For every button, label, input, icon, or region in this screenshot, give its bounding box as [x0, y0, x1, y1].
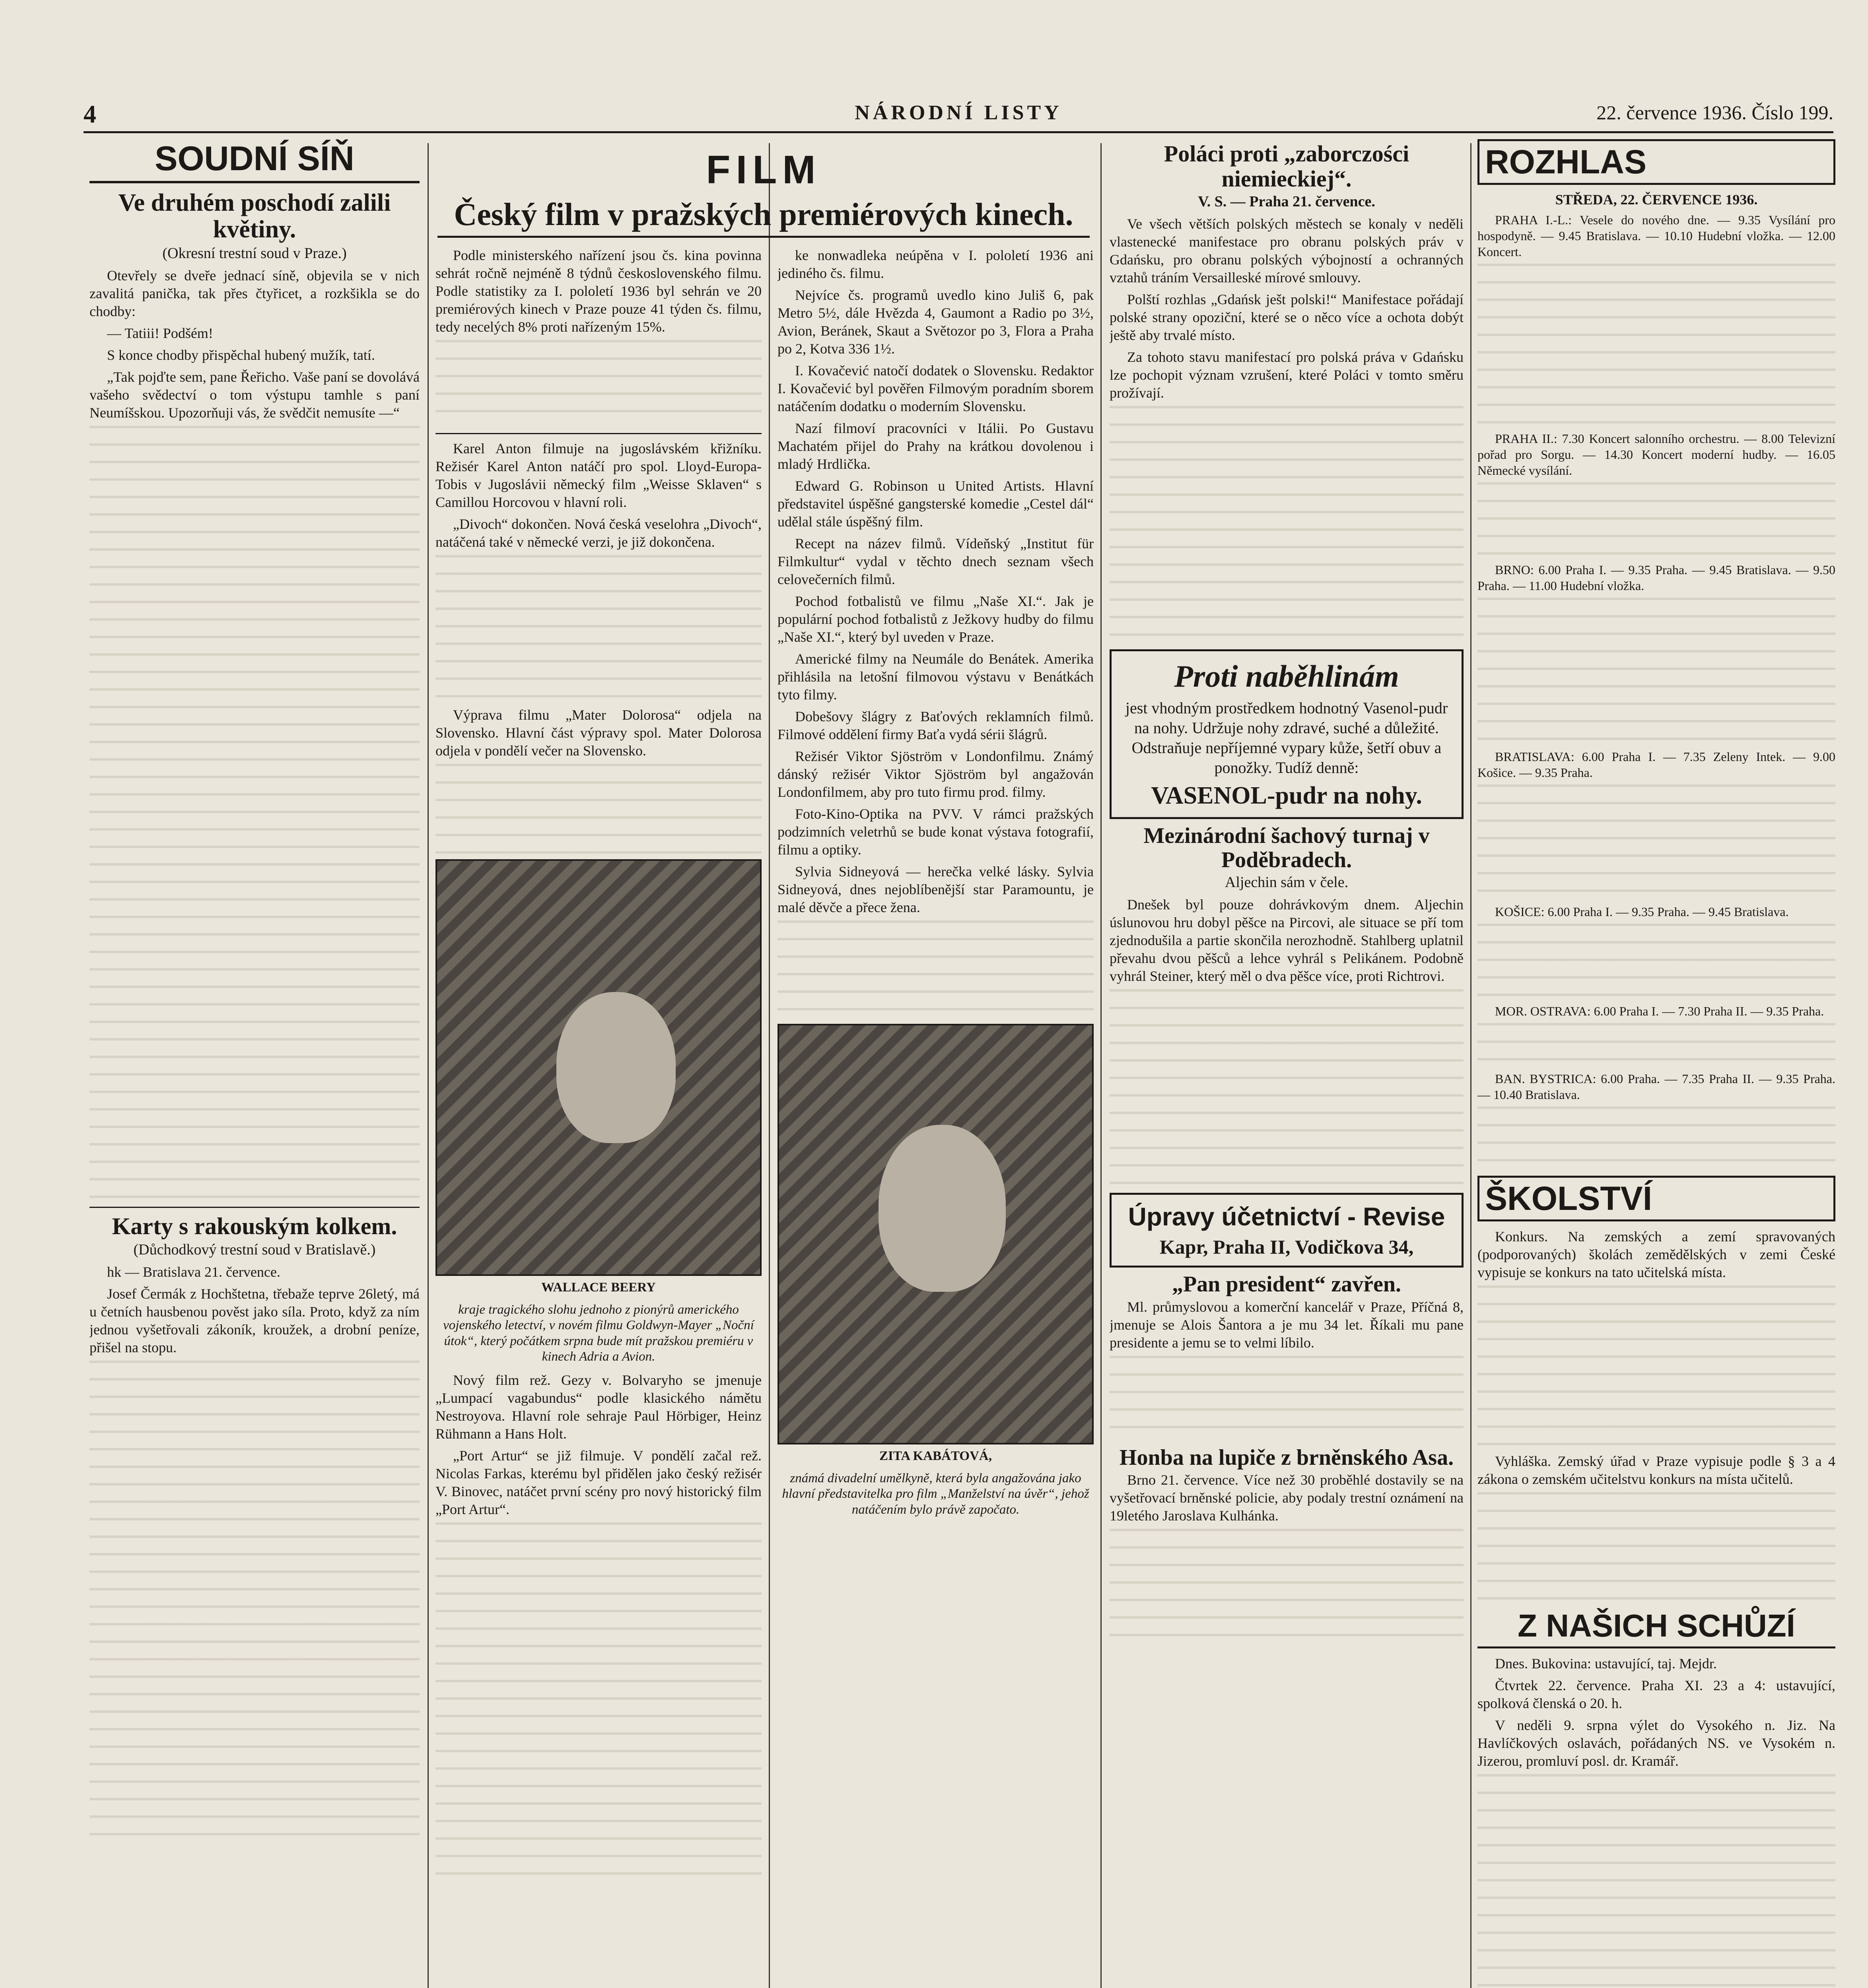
paragraph: Nejvíce čs. programů uvedlo kino Juliš 6, pak Metro 5½, dále Hvězda 4, Gaumont a Radio po 3½, Avion, Beránek, Skaut a Světozor po 3, Flora a Praha po 2, Kotva 336 1½. — [778, 287, 1094, 357]
page-number: 4 — [84, 100, 96, 128]
article-body-continued — [89, 426, 420, 1201]
article-title: Český film v pražských premiérových kinech. — [437, 198, 1090, 238]
radio-program: MOR. OSTRAVA: 6.00 Praha I. — 7.30 Praha II. — 9.35 Praha. — [1495, 1004, 1824, 1018]
section-title: FILM — [706, 148, 821, 192]
header-rule — [84, 131, 1833, 133]
portrait-face — [879, 1125, 1006, 1292]
paragraph: I. Kovačević natočí dodatek o Slovensku. Redaktor I. Kovačević byl pověřen Filmovým poradním sborem natáčením dodatku o moderním Slovensku. — [778, 363, 1094, 414]
paragraph: Sylvia Sidneyová — herečka velké lásky. Sylvia Sidneyová, dnes nejoblíbenější star Paramountu, je malé děvče a přece žena. — [778, 864, 1094, 915]
photo-caption: ZITA KABÁTOVÁ, — [879, 1449, 992, 1463]
paragraph: „Divoch“ dokončen. Nová česká veselohra „Divoch“, natáčená také v německé verzi, je již dokončena. — [435, 516, 762, 550]
issue-date: 22. července 1936. Číslo 199. — [1596, 101, 1833, 124]
portrait-face — [556, 992, 676, 1143]
paragraph: Dnešek byl pouze dohrávkovým dnem. Aljechin úslunovou hru dobyl pěšce na Pircovi, ale situace se pří tom zjednodušila a partie skončila nerozhodně. Stahlberg uplatnil převahu dvou pěšců a lehce vyhrál s Pelikánem. Podobně vyhrál Steiner, který měl o dva pěšce více, proti Richtrovi. — [1110, 897, 1464, 984]
paragraph: Karel Anton filmuje na jugoslávském křižníku. Režisér Karel Anton natáčí pro spol. Lloyd-Europa-Tobis v Jugoslávii německý film „Weisse Sklaven“ s Camillou Horcovou v hlavní roli. — [435, 441, 762, 510]
program-listing — [1477, 264, 1835, 431]
radio-program: PRAHA I.-L.: Vesele do nového dne. — 9.35 Vysílání pro hospodyně. — 9.45 Bratislava. — 10.10 Hudební vložka. — 12.00 Koncert. — [1477, 213, 1835, 259]
paragraph: „Tak pojďte sem, pane Řeřicho. Vaše paní se dovolává vašeho svědectví o tom výstupu tamhle s paní Neumíšskou. Upozorňuji vás, že svědčit nemusíte —“ — [89, 369, 420, 421]
section-title: Z NAŠICH SCHŮZÍ — [1477, 1607, 1835, 1648]
article-subtitle: Aljechin sám v čele. — [1225, 874, 1349, 891]
program-listing — [1477, 784, 1835, 904]
paragraph: Brno 21. července. Více než 30 proběhlé dostavily se na vyšetřovací brněnské policie, aby podaly trestní oznámení na 19letého Jaroslava Kulhánka. — [1110, 1472, 1464, 1524]
newspaper-name: NÁRODNÍ LISTY — [855, 101, 1062, 124]
paragraph: Americké filmy na Neumále do Benátek. Amerika přihlásila na letošní filmovou výstavu v Benátkách tyto filmy. — [778, 651, 1094, 703]
paragraph: hk — Bratislava 21. července. — [107, 1264, 280, 1280]
advertisement-vasenol — [1110, 649, 1464, 819]
paragraph: Foto-Kino-Optika na PVV. V rámci pražských podzimních veletrhů se bude konat výstava fotografií, filmu a optiky. — [778, 806, 1094, 858]
program-listing — [1477, 924, 1835, 1003]
paragraph: Ml. průmyslovou a komerční kancelář v Praze, Příčná 8, jmenuje se Alois Šantora a je mu 34 let. Říkali mu pane presidente a jemu se to velmi líbilo. — [1110, 1299, 1464, 1351]
article-body-continued — [1110, 989, 1464, 1188]
article-subtitle: (Důchodkový trestní soud v Bratislavě.) — [133, 1241, 376, 1258]
dateline: V. S. — Praha 21. července. — [1198, 193, 1375, 210]
ad-headline: Úpravy účetnictví - Revise — [1128, 1202, 1445, 1231]
article-title: „Pan president“ zavřen. — [1172, 1272, 1401, 1297]
paragraph: V neděli 9. srpna výlet do Vysokého n. Jiz. Na Havlíčkových oslavách, pořádaných NS. ve Vysokém n. Jizerou, promluví posl. dr. Kramář. — [1477, 1717, 1835, 1769]
paragraph: Režisér Viktor Sjöström v Londonfilmu. Známý dánský režisér Viktor Sjöström byl angažován Londonfilmem, aby pro tuto firmu prod. filmy. — [778, 748, 1094, 800]
masthead — [84, 99, 1833, 127]
article-body-continued — [1477, 1492, 1835, 1604]
radio-program: BAN. BYSTRICA: 6.00 Praha. — 7.35 Praha II. — 9.35 Praha. — 10.40 Bratislava. — [1477, 1072, 1835, 1102]
article-title: Karty s rakouským kolkem. — [112, 1213, 397, 1239]
paragraph: „Port Artur“ se již filmuje. V pondělí začal rež. Nicolas Farkas, kterému byl přidělen jako český režisér V. Binovec, natáčet první scény pro nový historický film „Port Artur“. — [435, 1447, 762, 1517]
paragraph: Pochod fotbalistů ve filmu „Naše XI.“. Jak je populární pochod fotbalistů z Ježkovy hudby do filmu „Naše XI.“, který byl uveden v Praze. — [778, 593, 1094, 645]
article-body-continued — [435, 555, 762, 706]
paragraph: Nový film rež. Gezy v. Bolvaryho se jmenuje „Lumpací vagabundus“ podle klasického námětu Nestroyova. Hlavní role sehraje Paul Hörbiger, Heinz Rühmann a Hans Holt. — [435, 1372, 762, 1442]
column-film-right — [778, 247, 1094, 1877]
paragraph: Podle ministerského nařízení jsou čs. kina povinna sehrát ročně nejméně 8 týdnů československého filmu. Podle statistiky za I. pololetí 1936 byl sehrán ve 20 premiérových kinech v Praze pouze 41 týden čs. filmu, tedy necelých 8% proti nařízeným 15%. — [435, 247, 762, 335]
article-body-continued — [435, 340, 762, 427]
article-body-continued — [89, 1361, 420, 1838]
paragraph: Recept na název filmů. Vídeňský „Institut für Filmkultur“ vydal v těchto dnech seznam všech celovečerních filmů. — [778, 536, 1094, 587]
column-rule — [769, 143, 770, 1988]
section-title: ŠKOLSTVÍ — [1477, 1176, 1835, 1221]
photo-caption-text: kraje tragického slohu jednoho z pionýrů amerického vojenského letectví, v novém filmu Goldwyn-Mayer „Noční útok“, který počátkem srpna bude mít pražskou premiéru v kinech Adria a Avion. — [443, 1302, 754, 1364]
divider — [89, 1207, 420, 1208]
article-body-continued — [1477, 1774, 1835, 1988]
section-title: SOUDNÍ SÍŇ — [89, 139, 420, 183]
ad-text: Kapr, Praha II, Vodičkova 34, — [1159, 1236, 1414, 1258]
paragraph: Vyhláška. Zemský úřad v Praze vypisuje podle § 3 a 4 zákona o zemském učitelstvu konkurs na místa učitelů. — [1477, 1453, 1835, 1487]
column-rule — [1470, 143, 1471, 1988]
column-film-left — [435, 247, 762, 1877]
article-body-continued — [435, 1522, 762, 1877]
article-subtitle: (Okresní trestní soud v Praze.) — [162, 245, 347, 262]
column-court — [89, 139, 420, 1988]
ad-headline: Proti naběhlinám — [1174, 659, 1399, 694]
paragraph: Konkurs. Na zemských a zemí spravovaných (podporovaných) školách zemědělských v zemi České vypisuje se konkurs na tato učitelská místa. — [1477, 1229, 1835, 1280]
paragraph: Josef Čermák z Hochštetna, třebaže teprve 26letý, má u četních hausbenou pověst jako síla. Proto, když za ním jednou vyšetřovali zákoník, kroužek, a drobní peníze, přišel na stopu. — [89, 1285, 420, 1355]
paragraph: Dnes. Bukovina: ustavující, taj. Mejdr. — [1495, 1656, 1717, 1672]
divider — [435, 433, 762, 434]
photo-wallace-beery — [435, 859, 762, 1276]
paragraph: Edward G. Robinson u United Artists. Hlavní představitel úspěšné gangsterské komedie „Cestel dál“ udělal stále úspěšný film. — [778, 478, 1094, 530]
radio-program: PRAHA II.: 7.30 Koncert salonního orchestru. — 8.00 Televizní pořad pro Sorgu. — 14.30 Koncert moderní hudby. — 16.05 Německé vysílání. — [1477, 431, 1835, 478]
program-listing — [1477, 1023, 1835, 1071]
radio-program: KOŠICE: 6.00 Praha I. — 9.35 Praha. — 9.45 Bratislava. — [1495, 905, 1789, 919]
article-title: Honba na lupiče z brněnského Asa. — [1119, 1445, 1454, 1470]
paragraph: Dobešovy šlágry z Baťových reklamních filmů. Filmové oddělení firmy Baťa vydá sérii šlágrů. — [778, 709, 1094, 742]
radio-program: BRNO: 6.00 Praha I. — 9.35 Praha. — 9.45 Bratislava. — 9.50 Praha. — 11.00 Hudební vložka. — [1477, 563, 1835, 593]
program-listing — [1477, 598, 1835, 749]
radio-program: BRATISLAVA: 6.00 Praha I. — 7.35 Zeleny Intek. — 9.00 Košice. — 9.35 Praha. — [1477, 749, 1835, 780]
paragraph: ke nonwadleka neúpěna v I. pololetí 1936 ani jediného čs. filmu. — [778, 247, 1094, 281]
paragraph: Čtvrtek 22. července. Praha XI. 23 a 4: ustavující, spolková členská o 20. h. — [1477, 1677, 1835, 1711]
paragraph: Ve všech větších polských městech se konaly v neděli vlastenecké manifestace pro obranu polských práv v Gdańsku, pro obranu polských výbojností a ochranných vztahů tráním Versailleské mírové smlouvy. — [1110, 216, 1464, 286]
paragraph: — Tatiii! Podšém! — [107, 325, 213, 341]
article-body-continued — [435, 764, 762, 855]
article-title: Ve druhém poschodí zalili květiny. — [118, 189, 391, 243]
paragraph: Otevřely se dveře jednací síně, objevila se v nich zavalitá panička, tak přes čtyřicet, a rozkšikla se do chodby: — [89, 267, 420, 319]
article-body-continued — [778, 920, 1094, 1020]
advertisement-accounting — [1110, 1193, 1464, 1268]
article-title: Mezinárodní šachový turnaj v Poděbradech. — [1143, 823, 1430, 872]
article-body-continued — [1110, 406, 1464, 645]
article-body-continued — [1110, 1356, 1464, 1443]
paragraph: Za tohoto stavu manifestací pro polská práva v Gdańsku lze pochopit význam vzrušení, které Poláci v tomto směru prožívají. — [1110, 349, 1464, 401]
paragraph: Výprava filmu „Mater Dolorosa“ odjela na Slovensko. Hlavní část výpravy spol. Mater Dolorosa odjela v pondělí večer na Slovensko. — [435, 707, 762, 759]
section-title: ROZHLAS — [1477, 139, 1835, 185]
program-day: STŘEDA, 22. ČERVENCE 1936. — [1555, 192, 1758, 208]
column-rule — [428, 143, 429, 1988]
article-body-continued — [1110, 1529, 1464, 1648]
column-rule — [1100, 143, 1102, 1988]
column-radio-school — [1477, 139, 1835, 1988]
ad-brand: VASENOL-pudr na nohy. — [1151, 782, 1422, 810]
paragraph: Polští rozhlas „Gdańsk ješt polski!“ Manifestace pořádají polské strany opoziční, které se o něco více a ochota dobýt ještě aby trvalé místo. — [1110, 291, 1464, 344]
program-listing — [1477, 482, 1835, 562]
photo-caption: WALLACE BEERY — [541, 1280, 656, 1295]
paragraph: S konce chodby přispěchal hubený mužík, tatí. — [107, 347, 375, 363]
ad-text: jest vhodným prostředkem hodnotný Vasenol-pudr na nohy. Udržuje nohy zdravé, suché a důležité. Odstraňuje nepříjemné vypary kůže, šetří obuv a ponožky. Tudíž denně: — [1125, 699, 1448, 777]
photo-zita-kabatova — [778, 1024, 1094, 1444]
program-listing — [1477, 1107, 1835, 1170]
paragraph: Nazí filmoví pracovníci v Itálii. Po Gustavu Machatém přijel do Prahy na krátkou dovolenou i mladý Hrdlička. — [778, 420, 1094, 472]
article-body-continued — [1477, 1285, 1835, 1452]
column-politics — [1110, 139, 1464, 1988]
photo-caption-text: známá divadelní umělkyně, která byla angažována jako hlavní představitelka pro film „Manželství na úvěr“, jehož natáčením bylo právě započato. — [782, 1471, 1089, 1517]
film-header — [437, 147, 1090, 239]
article-title: Poláci proti „zaborczości niemieckiej“. — [1164, 141, 1409, 192]
